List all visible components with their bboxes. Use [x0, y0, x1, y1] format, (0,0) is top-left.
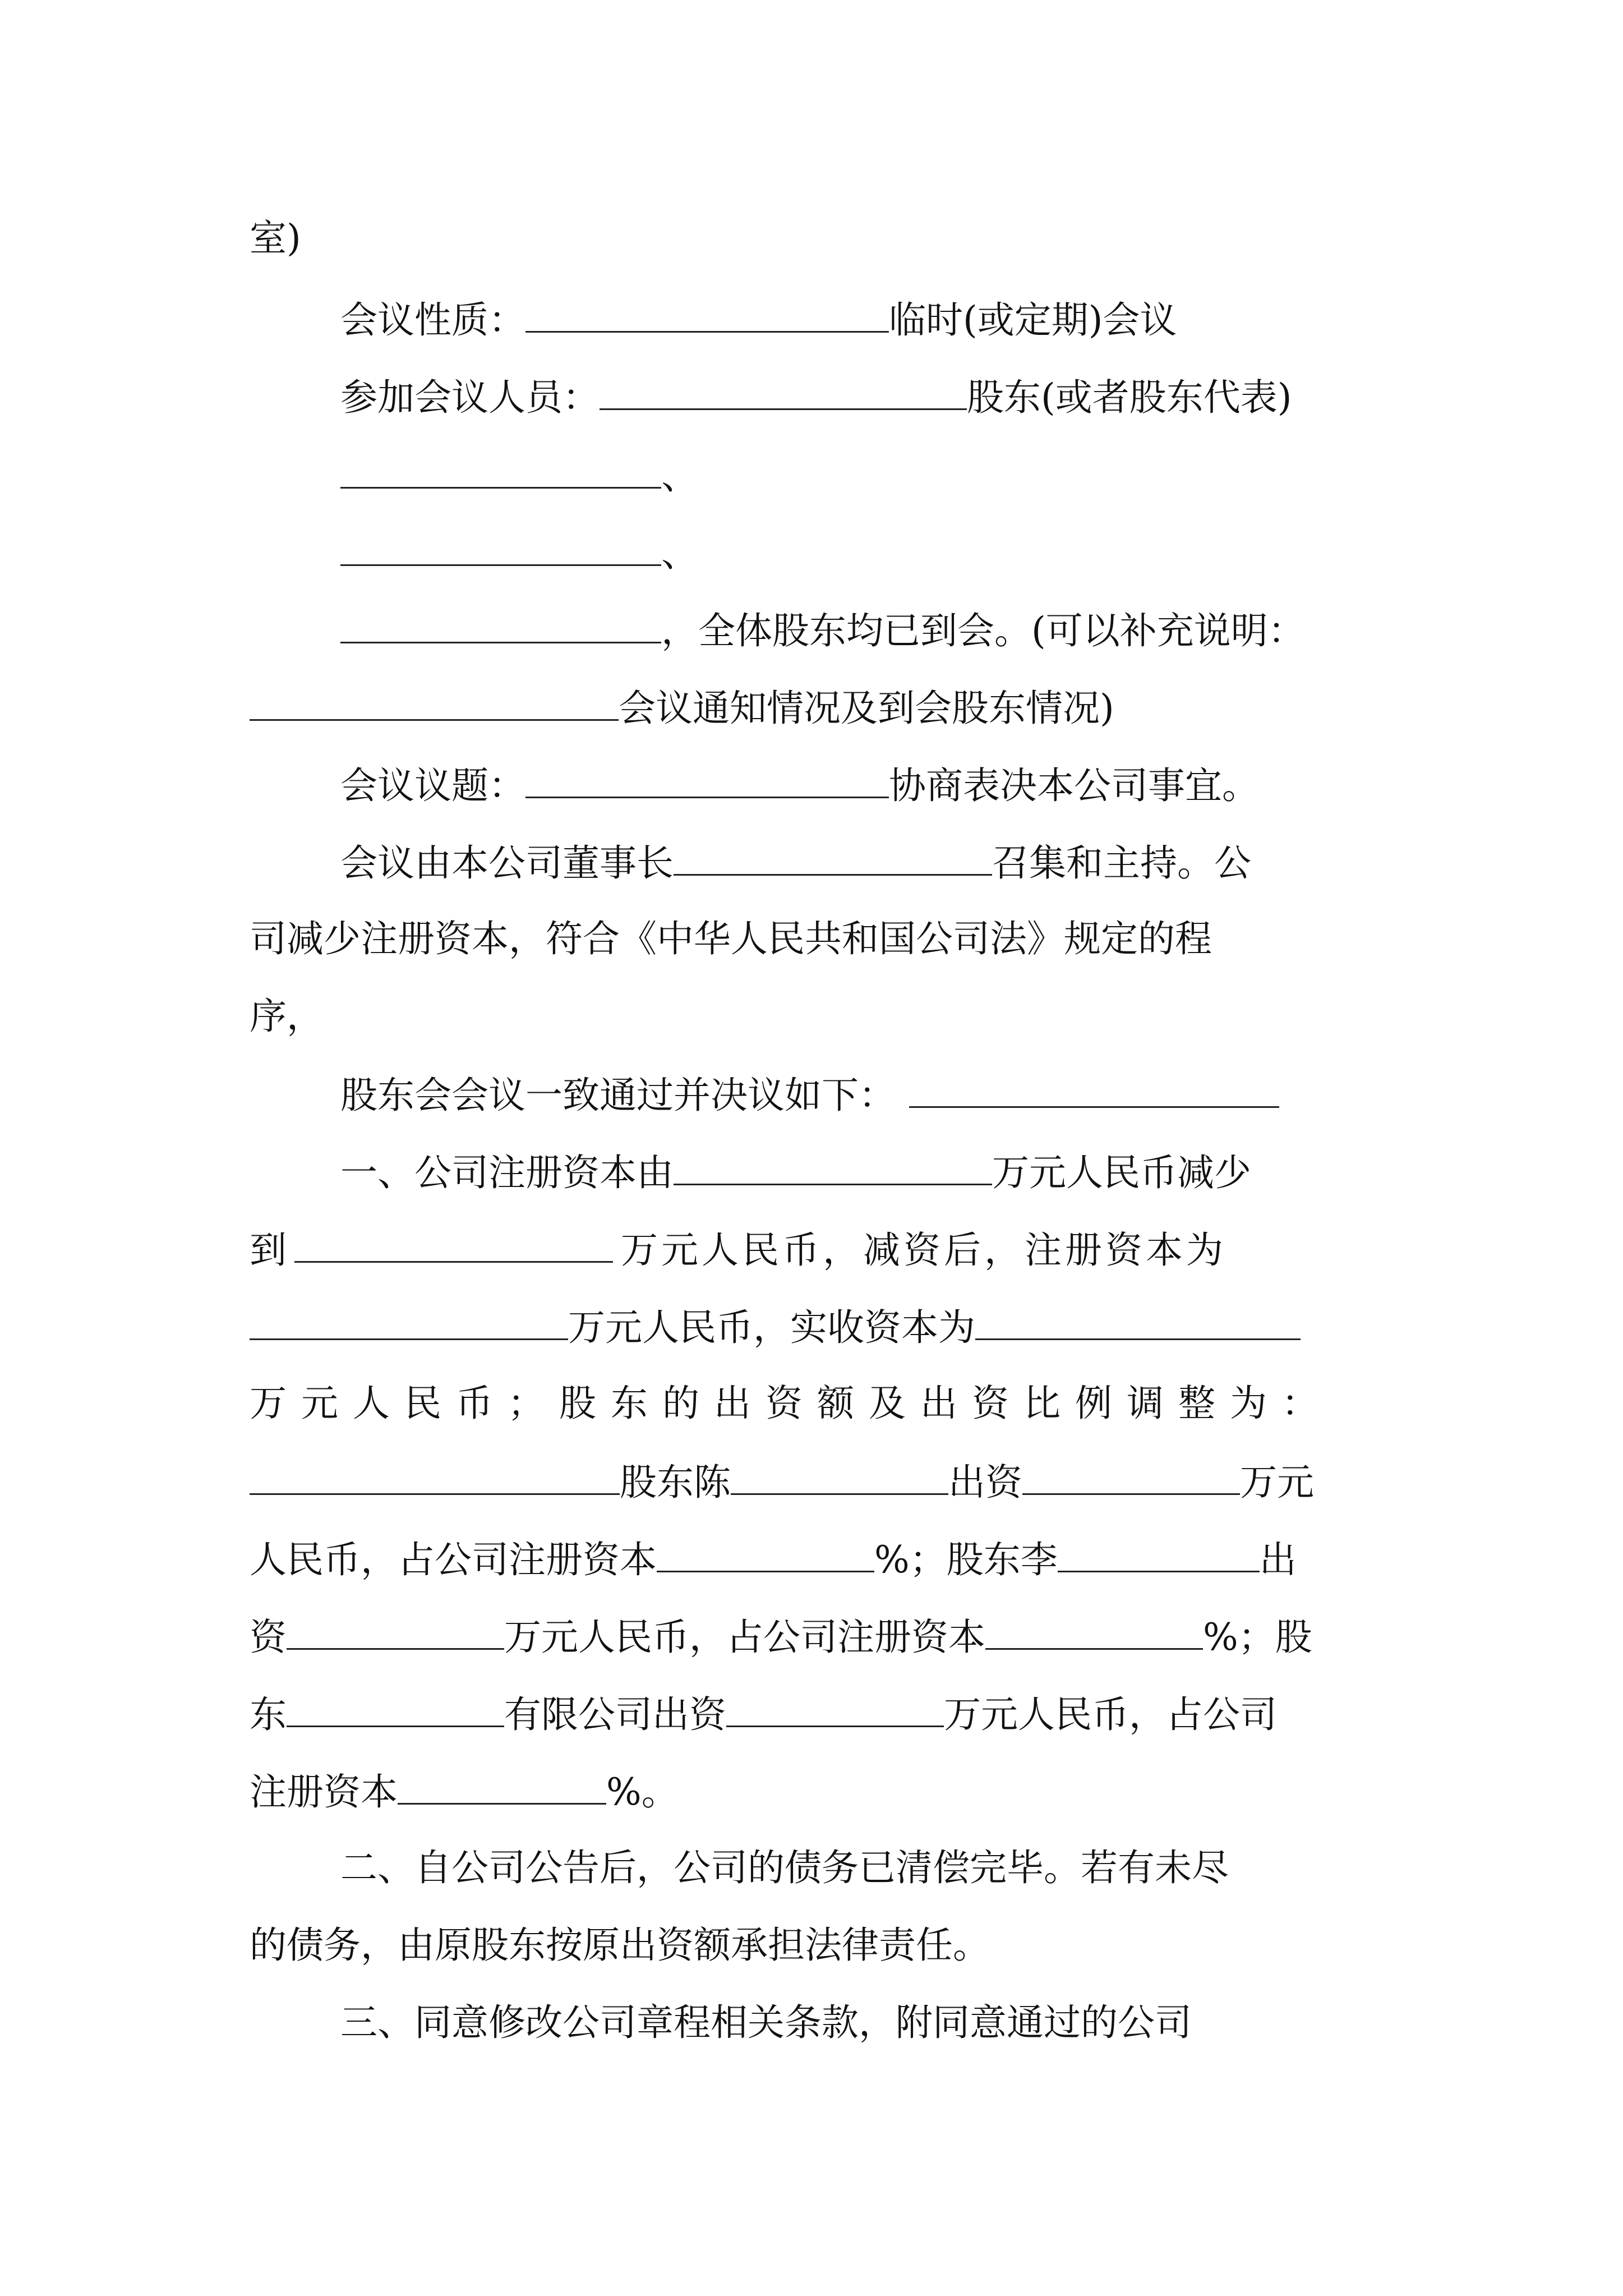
text-segment: 会议性质： — [340, 298, 525, 342]
text-segment: 二、自公司公告后，公司的债务已清偿完毕。若有未尽 — [340, 1846, 1229, 1889]
text-line — [340, 2000, 1192, 2045]
text-segment: ，全体股东均已到会。(可以补充说明： — [661, 609, 1305, 652]
text-segment: 会议议题： — [340, 764, 525, 807]
text-line — [340, 607, 1305, 654]
fill-in-blank[interactable] — [340, 530, 661, 566]
text-line — [340, 296, 1177, 343]
text-segment: 召集和主持。公 — [992, 841, 1251, 885]
fill-in-blank[interactable] — [340, 607, 661, 643]
text-segment: 室) — [250, 217, 301, 260]
fill-in-blank[interactable] — [985, 1613, 1203, 1650]
fill-in-blank[interactable] — [398, 1768, 606, 1805]
text-segment: 万元人民币减少 — [992, 1151, 1251, 1194]
fill-in-blank[interactable] — [287, 1613, 504, 1650]
text-segment: 临时(或定期)会议 — [889, 298, 1177, 342]
fill-in-blank[interactable] — [600, 374, 967, 410]
fill-in-blank[interactable] — [250, 1304, 568, 1340]
text-segment: 司减少注册资本，符合《中华人民共和国公司法》规定的程 — [250, 917, 1212, 960]
text-segment: 、 — [661, 454, 698, 498]
text-segment: 协商表决本公司事宜。 — [889, 764, 1259, 807]
text-line — [340, 1149, 1251, 1195]
text-segment: 一、公司注册资本由 — [340, 1151, 674, 1194]
fill-in-blank[interactable] — [525, 762, 889, 798]
text-line — [340, 762, 1259, 808]
fill-in-blank[interactable] — [674, 1149, 992, 1185]
text-segment: 股东(或者股东代表) — [967, 376, 1292, 419]
text-segment: 出资 — [948, 1461, 1022, 1504]
text-segment: 三、同意修改公司章程相关条款，附同意通过的公司 — [340, 2001, 1192, 2044]
fill-in-blank[interactable] — [657, 1536, 874, 1572]
text-segment: 万元 — [1240, 1461, 1314, 1504]
text-segment: 股东陈 — [620, 1461, 731, 1504]
fill-in-blank[interactable] — [250, 684, 619, 721]
text-segment: 、 — [661, 532, 698, 575]
text-segment: 会议通知情况及到会股东情况) — [619, 687, 1114, 730]
text-line — [340, 374, 1292, 420]
fill-in-blank[interactable] — [294, 1226, 613, 1263]
text-line — [250, 684, 1114, 731]
fill-in-blank[interactable] — [909, 1071, 1279, 1108]
text-segment: 出 — [1259, 1538, 1297, 1581]
fill-in-blank[interactable] — [340, 452, 661, 489]
text-segment: 的债务，由原股东按原出资额承担法律责任。 — [250, 1924, 990, 1967]
text-segment: 有限公司出资 — [504, 1693, 726, 1736]
text-line — [250, 1613, 1312, 1660]
text-line — [340, 530, 698, 576]
text-segment: 万元人民币；股东的出资额及出资比例调整为： — [250, 1382, 1333, 1425]
text-segment: 到 — [250, 1228, 287, 1272]
text-segment: 人民币，占公司注册资本 — [250, 1538, 657, 1581]
text-line — [250, 1381, 1333, 1426]
text-segment: %；股 — [1203, 1616, 1312, 1659]
text-segment: 注册资本 — [250, 1770, 398, 1814]
text-segment: 万元人民币，减资后，注册资本为 — [621, 1228, 1227, 1272]
text-line — [250, 994, 324, 1039]
fill-in-blank[interactable] — [1022, 1458, 1240, 1495]
text-line — [250, 1691, 1277, 1737]
text-segment: 序， — [250, 995, 324, 1038]
text-line — [250, 1923, 990, 1968]
text-segment: 万元人民币，实收资本为 — [568, 1306, 975, 1349]
text-line — [340, 839, 1251, 886]
fill-in-blank[interactable] — [731, 1458, 948, 1495]
text-line — [250, 917, 1212, 961]
text-segment: 会议由本公司董事长 — [340, 841, 674, 885]
text-line — [250, 1304, 1301, 1350]
text-segment: %。 — [606, 1770, 679, 1814]
fill-in-blank[interactable] — [726, 1691, 944, 1727]
text-line — [340, 452, 698, 499]
text-line — [250, 1458, 1314, 1505]
text-segment: 资 — [250, 1616, 287, 1659]
fill-in-blank[interactable] — [975, 1304, 1301, 1340]
text-line — [250, 216, 301, 261]
fill-in-blank[interactable] — [674, 839, 992, 876]
fill-in-blank[interactable] — [1058, 1536, 1260, 1572]
text-line — [340, 1846, 1229, 1890]
text-segment: 万元人民币，占公司 — [944, 1693, 1277, 1736]
text-segment: %；股东李 — [874, 1538, 1058, 1581]
text-segment: 参加会议人员： — [340, 376, 600, 419]
fill-in-blank[interactable] — [250, 1458, 620, 1495]
text-line — [340, 1071, 1279, 1118]
text-segment: 股东会会议一致通过并决议如下： — [340, 1074, 896, 1117]
fill-in-blank[interactable] — [525, 296, 889, 333]
text-line — [250, 1536, 1297, 1582]
fill-in-blank[interactable] — [287, 1691, 504, 1727]
text-line — [250, 1226, 1227, 1273]
text-segment: 万元人民币，占公司注册资本 — [504, 1616, 985, 1659]
text-segment: 东 — [250, 1693, 287, 1736]
text-line — [250, 1768, 679, 1815]
